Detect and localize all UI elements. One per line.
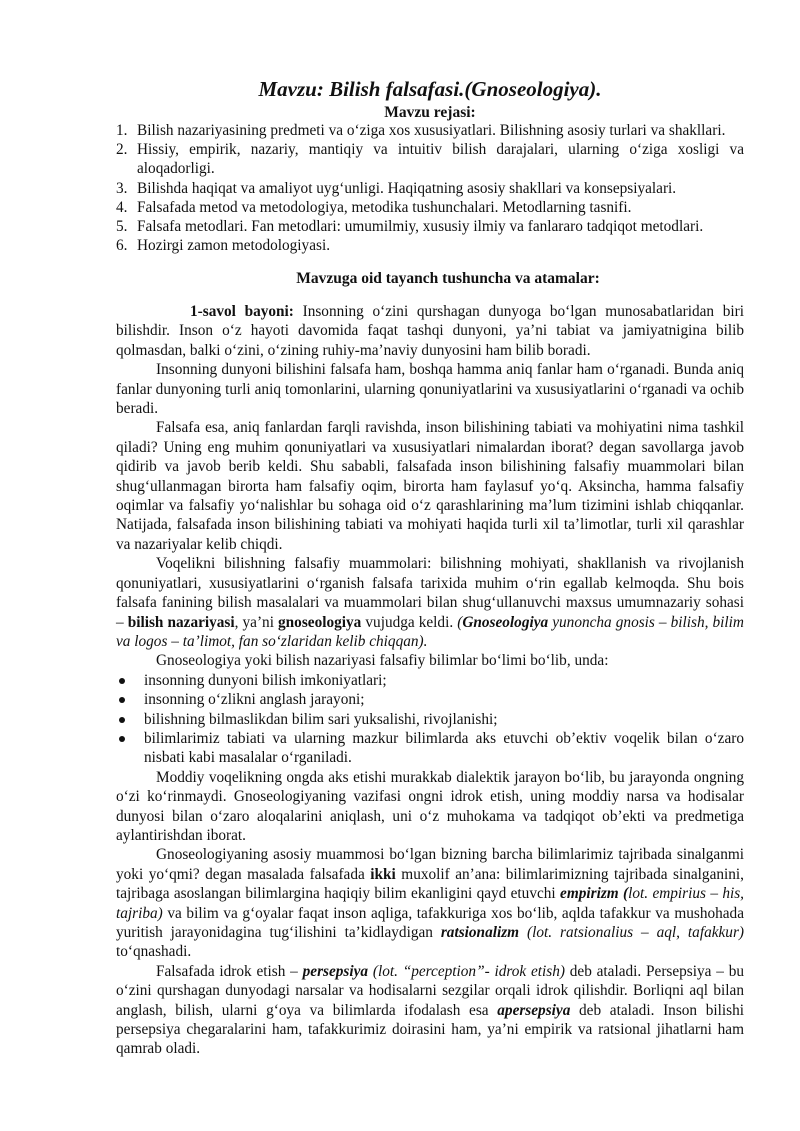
document-title: Mavzu: Bilish falsafasi.(Gnoseologiya).	[258, 77, 602, 101]
list-item-text: insonning o‘zlikni anglash jarayoni;	[144, 691, 365, 709]
paragraph-8	[116, 962, 744, 1059]
list-item-text: insonning dunyoni bilish imkoniyatlari;	[144, 671, 387, 689]
terms-heading: Mavzuga oid tayanch tushuncha va atamalar:	[296, 270, 600, 287]
plan-item	[116, 121, 744, 140]
document-body	[116, 302, 744, 1059]
paragraph-8-text: deb ataladi. Inson bilishi persepsiya chegaralarini ham, tafakkurimiz doirasini ham, ya’ni empirik va ratsional jihatlarni ham qamrab oladi.	[116, 1001, 744, 1058]
plan-item	[116, 179, 744, 198]
paragraph-5: Gnoseologiya yoki bilish nazariyasi falsafiy bilimlar bo‘limi bo‘lib, unda:	[156, 652, 609, 670]
paragraph-4-italic: (	[457, 613, 463, 631]
plan-item	[116, 140, 744, 178]
paragraph-1	[116, 302, 744, 360]
paragraph-4-text: , ya’ni	[234, 613, 279, 631]
paragraph-3: Falsafa esa, aniq fanlardan farqli ravishda, inson bilishining tabiati va mohiyatini nima tashkil qiladi? Uning eng muhim qonuniyatlari va xususiyatlari nimalardan iborat? degan savollarga javob qidirib va javob berib keldi. Shu sababli, falsafada inson bilishining falsafiy muammolari bilan shug‘ullanmagan birorta ham falsafiy oqim, birorta ham faylasuf yo‘q. Aksincha, hamma falsafiy oqimlar va falsafiy yo‘nalishlar bu sohaga oid o‘z qarashlarining ma’lum tizimini ishlab chiqqanlar. Natijada, falsafada inson bilishining tabiati va mohiyati haqida turli xil ta’limotlar, turli xil qarashlar va nazariyalar kelib chiqdi.	[116, 419, 744, 553]
etymology-note: (lot. ratsionalius – aql, tafakkur)	[519, 924, 744, 941]
plan-item-text: Falsafa metodlari. Fan metodlari: umumilmiy, xususiy ilmiy va fanlararo tadqiqot metodlari.	[137, 218, 704, 236]
etymology-note: (lot. “perception”- idrok etish)	[368, 962, 565, 980]
paragraph-8-text: Falsafada idrok etish –	[156, 962, 303, 980]
list-item	[116, 729, 744, 768]
term-bilish-nazariyasi: bilish nazariyasi	[127, 613, 235, 631]
plan-item-number: 3.	[116, 179, 128, 197]
list-item	[116, 710, 744, 729]
bullet-icon	[119, 678, 125, 684]
term-gnoseologiya: gnoseologiya	[278, 613, 362, 631]
plan-heading: Mavzu rejasi:	[384, 104, 476, 121]
plan-item-text: Falsafada metod va metodologiya, metodika tushunchalari. Metodlarning tasnifi.	[137, 198, 632, 216]
paragraph-7-text: Gnoseologiyaning asosiy muammosi bo‘lgan bizning barcha bilimlarimiz tajribada sinalganmi yoki yo‘qmi? degan masalada falsafada	[116, 846, 744, 883]
plan-item-text: Hozirgi zamon metodologiyasi.	[137, 237, 331, 255]
term-persepsiya: persepsiya	[302, 962, 369, 980]
bullet-icon	[119, 717, 125, 723]
list-item-text: bilimlarimiz tabiati va ularning mazkur bilimlarda aks etuvchi ob’ektiv voqelik bilan o‘zaro nisbati kabi masalalar o‘rganiladi.	[144, 729, 744, 767]
paragraph-4-text: Voqelikni bilishning falsafiy muammolari: bilishning mohiyati, shakllanish va rivojlanish qonuniyatlari, xususiyatlarini o‘rganish falsafa tarixida muhim o‘rin egallab kelmoqda. Shu bois falsafa fanining bilish masalalari va muammolari bilan shug‘ullanuvchi maxsus umumnazariy sohasi –	[116, 555, 744, 631]
plan-item-number: 2.	[116, 141, 128, 159]
paragraph-8-text: deb ataladi. Persepsiya – bu o‘zini qurshagan dunyodagi narsalar va hodisalarni sezgilar orqali idrok qilishdir. Borliqni aql bilan anglash, bilish, ularni g‘oya va bilimlarda ifodalash esa	[116, 962, 744, 1019]
list-item-text: bilishning bilmaslikdan bilim sari yuksalishi, rivojlanishi;	[144, 710, 498, 728]
term-gnoseologiya-italic: Gnoseologiya	[462, 613, 549, 631]
plan-item	[116, 236, 744, 255]
plan-item-text: Bilishda haqiqat va amaliyot uyg‘unligi. Haqiqatning asosiy shakllari va konsepsiyalari.	[137, 179, 677, 197]
paragraph-4-text: vujudga keldi.	[361, 613, 458, 631]
paragraph-7-text: va bilim va g‘oyalar faqat inson aqliga, tafakkuriga xos bo‘lib, aqlda tafakkur va mushohada yuritish jarayonidagina tug‘ilishini ta’kidlaydigan	[116, 904, 744, 941]
plan-item-number: 5.	[116, 218, 128, 236]
paragraph-2: Insonning dunyoni bilishini falsafa ham, boshqa hamma aniq fanlar ham o‘rganadi. Bunda aniq fanlar dunyoning turli aniq tomonlarini, ularning qonuniyatlarini va xususiyatlarini o‘rganadi va ochib beradi.	[116, 361, 744, 418]
term-ikki: ikki	[370, 865, 396, 883]
term-ratsionalizm: ratsionalizm	[440, 924, 520, 941]
paragraph-1-text: Insonning o‘zini qurshagan dunyoga bo‘lgan munosabatlaridan biri bilishdir. Inson o‘z hayoti davomida faqat tashqi dunyoni, ya’ni tabiat va jamiyatnigina bilib qolmasdan, balki o‘zini, o‘zining ruhiy-ma’naviy dunyosini ham bilib boradi.	[116, 303, 744, 359]
term-apersepsiya: apersepsiya	[497, 1001, 571, 1019]
plan-item-number: 4.	[116, 198, 128, 216]
question-lead: 1-savol bayoni:	[190, 303, 294, 320]
term-empirizm: empirizm (	[560, 885, 629, 903]
etymology-note: yunoncha gnosis – bilish, bilim va logos – ta’limot, fan so‘zlaridan kelib chiqqan).	[116, 613, 744, 650]
paragraph-6: Moddiy voqelikning ongda aks etishi murakkab dialektik jarayon bo‘lib, bu jarayonda ongning o‘zi ko‘rinmaydi. Gnoseologiyaning vazifasi ongni idrok etish, uning moddiy narsa va hodisalar dunyosi bilan o‘zaro aloqalarini aniqlash, uni o‘z muhokama va tadqiqot ob’ekti va predmetiga aylantirishdan iborat.	[116, 768, 744, 844]
etymology-note: lot. empirius – his, tajriba)	[116, 885, 745, 922]
bullet-list	[116, 671, 744, 768]
paragraph-4	[116, 554, 744, 651]
paragraph-7	[116, 845, 744, 961]
paragraph-7-text: muxolif an’ana: bilimlarimizning tajribada sinalganini, tajribaga asoslangan bilimlargina haqiqiy bilim ekanligini qayd etuvchi	[116, 865, 744, 903]
plan-item-text: Hissiy, empirik, nazariy, mantiqiy va intuitiv bilish darajalari, ularning o‘ziga xosligi va aloqadorligi.	[137, 141, 744, 178]
bullet-icon	[119, 736, 125, 742]
plan-item	[116, 198, 744, 217]
list-item	[116, 690, 744, 709]
plan-item-number: 6.	[116, 237, 128, 255]
paragraph-7-text: to‘qnashadi.	[116, 943, 192, 961]
plan-list	[116, 121, 744, 255]
plan-item	[116, 217, 744, 236]
list-item	[116, 671, 744, 690]
bullet-icon	[119, 697, 125, 703]
plan-item-text: Bilish nazariyasining predmeti va o‘ziga xos xususiyatlari. Bilishning asosiy turlari va shakllari.	[137, 122, 726, 139]
plan-item-number: 1.	[116, 122, 128, 139]
